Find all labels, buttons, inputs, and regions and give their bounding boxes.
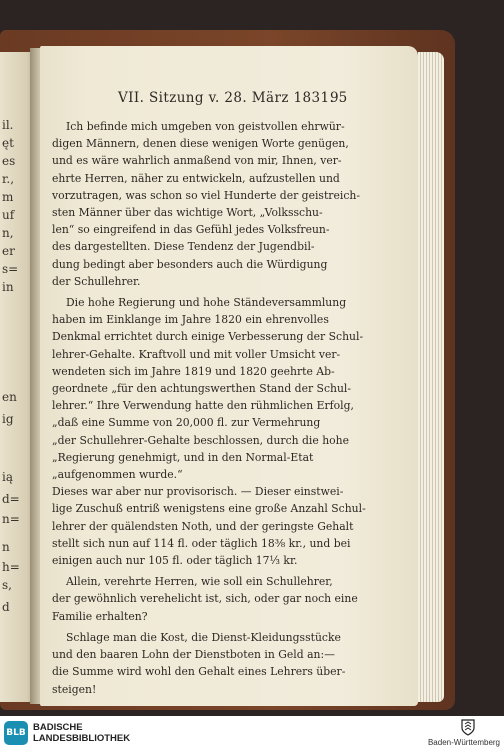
text-line: steigen!: [52, 682, 97, 696]
text-line: lehrer.“ Ihre Verwendung hatte den rühmlichen Erfolg,: [52, 399, 354, 413]
text-line: „aufgenommen wurde.“: [52, 468, 183, 482]
left-page-fragment: n: [2, 540, 10, 554]
left-page-fragment: h=: [2, 560, 20, 574]
left-page-fragment: d: [2, 600, 10, 614]
left-page-fragment: r.,: [2, 172, 15, 186]
text-line: dung bedingt aber besonders auch die Würdigung: [52, 257, 328, 271]
text-line: der Schullehrer.: [52, 274, 141, 288]
text-line: und es wäre wahrlich anmaßend von mir, Ihnen, ver-: [52, 154, 342, 168]
text-line: „der Schullehrer-Gehalte beschlossen, durch die hohe: [52, 433, 349, 447]
text-line: haben im Einklange im Jahre 1820 ein ehrenvolles: [52, 313, 329, 327]
left-page-fragment: d=: [2, 492, 20, 506]
text-line: len“ so eingreifend in das Gefühl jedes Volksfreun-: [52, 223, 330, 237]
text-line: Allein, verehrte Herren, wie soll ein Schullehrer,: [66, 575, 333, 589]
page-body: [52, 118, 366, 698]
page-number: 95: [330, 90, 348, 106]
left-page-fragment: il.: [2, 118, 14, 132]
left-page-fragment: s=: [2, 262, 19, 276]
text-line: sten Männer über das wichtige Wort, „Volksschu-: [52, 206, 323, 220]
text-line: stellt sich nun auf 114 fl. oder täglich 18⅜ kr., und bei: [52, 536, 351, 550]
footer-bar: [0, 716, 504, 750]
page-edges: [418, 52, 444, 702]
text-line: Schlage man die Kost, die Dienst-Kleidungsstücke: [66, 630, 341, 644]
text-line: Familie erhalten?: [52, 609, 148, 623]
crest-label: Baden-Württemberg: [427, 738, 500, 747]
text-line: lige Zuschuß entriß wenigstens eine große Anzahl Schul-: [52, 502, 366, 516]
text-line: Dieses war aber nur provisorisch. — Dieser einstwei-: [52, 485, 344, 499]
library-name[interactable]: [33, 722, 130, 744]
text-line: ehrte Herren, näher zu entwickeln, aufzustellen und: [52, 171, 340, 185]
left-page-fragment: ęt: [2, 136, 14, 150]
text-line: Ich befinde mich umgeben von geistvollen ehrwür-: [66, 120, 345, 133]
text-line: lehrer-Gehalte. Kraftvoll und mit voller Umsicht ver-: [52, 347, 341, 361]
library-name-line-1: BADISCHE: [33, 722, 83, 733]
text-line: digen Männern, denen diese wenigen Worte genügen,: [52, 137, 349, 151]
text-line: Die hohe Regierung und hohe Ständeversammlung: [66, 296, 347, 310]
text-line: des dargestellten. Diese Tendenz der Jugendbil-: [52, 240, 315, 254]
running-head: VII. Sitzung v. 28. März 1831.: [118, 90, 335, 106]
left-page-fragment: n=: [2, 512, 20, 526]
left-page-fragment: ig: [2, 412, 14, 426]
page-header: [0, 90, 504, 110]
left-page-fragment: ią: [2, 470, 13, 484]
left-page-fragment: n,: [2, 226, 14, 240]
text-line: und den baaren Lohn der Dienstboten in Geld an:—: [52, 648, 335, 662]
left-page-fragment: s,: [2, 578, 12, 592]
blb-logo[interactable]: BLB: [4, 721, 28, 745]
text-line: vorzutragen, was schon so viel Hunderte der geistreich-: [52, 188, 360, 202]
text-line: die Summe wird wohl den Gehalt eines Lehrers über-: [52, 665, 346, 679]
text-line: einigen auch nur 105 fl. oder täglich 17⅓ kr.: [52, 554, 298, 568]
text-line: „daß eine Summe von 20,000 fl. zur Vermehrung: [52, 416, 321, 430]
baden-wuerttemberg-crest-icon: [460, 719, 476, 736]
library-name-line-2: LANDESBIBLIOTHEK: [33, 733, 131, 744]
left-page-fragment: en: [2, 390, 17, 404]
left-page-fragment: uf: [2, 208, 15, 222]
text-line: wendeten sich im Jahre 1819 und 1820 geehrte Ab-: [52, 364, 335, 378]
left-page-fragment: er: [2, 244, 15, 258]
left-page-fragment: in: [2, 280, 14, 294]
text-line: geordnete „für den achtungswerthen Stand der Schul-: [52, 382, 352, 396]
left-page-fragment: m: [2, 190, 14, 204]
text-line: lehrer der quälendsten Noth, und der geringste Gehalt: [52, 519, 354, 533]
text-line: Denkmal errichtet durch einige Verbesserung der Schul-: [52, 330, 364, 344]
text-line: der gewöhnlich verehelicht ist, sich, oder gar noch eine: [52, 592, 358, 606]
left-page-fragment: es: [2, 154, 16, 168]
text-line: „Regierung genehmigt, und in den Normal-Etat: [52, 450, 314, 464]
